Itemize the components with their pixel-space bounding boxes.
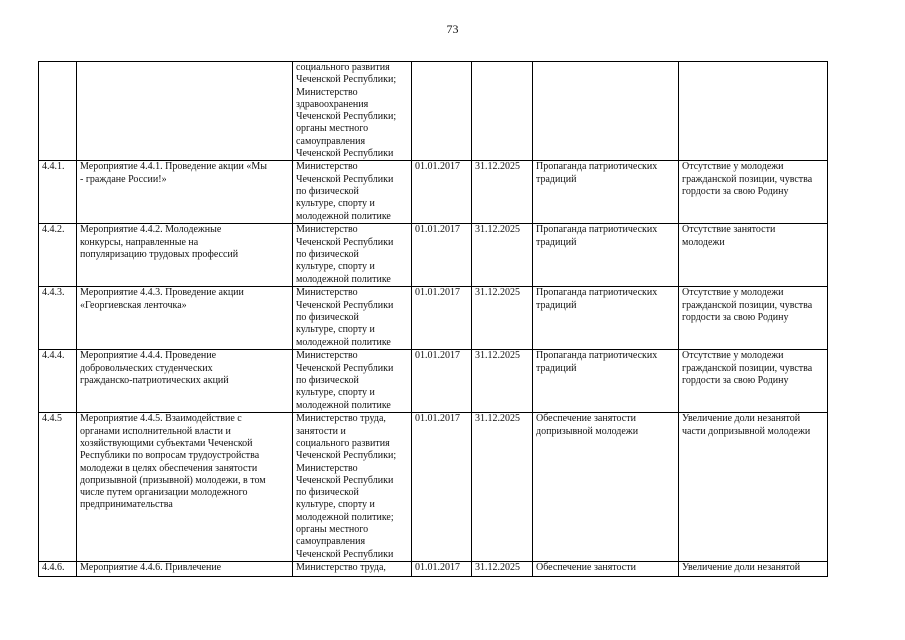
- consequences-cell: [679, 287, 828, 350]
- executor-cell: [293, 350, 412, 413]
- expected-result: Обеспечение занятости: [536, 561, 636, 573]
- table-row: [39, 161, 828, 224]
- activity-title: Мероприятие 4.4.1. Проведение акции «Мы - граждане России!»: [80, 161, 267, 185]
- row-number-cell: [39, 161, 77, 224]
- end-date-cell: [472, 350, 533, 413]
- expected-result: Обеспечение занятости допризывной молодежи: [536, 413, 639, 437]
- start-date-cell: [412, 413, 472, 562]
- end-date-cell: [472, 62, 533, 161]
- consequences: Увеличение доли незанятой: [682, 561, 801, 573]
- executor: Министерство Чеченской Республики по физической культуре, спорту и молодежной политике: [296, 287, 394, 348]
- table-row: [39, 350, 828, 413]
- expected-result-cell: [533, 224, 679, 287]
- start-date: 01.01.2017: [415, 161, 460, 173]
- activity-title: Мероприятие 4.4.2. Молодежные конкурсы, направленные на популяризацию трудовых профессий: [80, 224, 239, 260]
- executor: Министерство труда, занятости и социального развития Чеченской Республики; Министерство Чеченской Республики по физической культуре, спорту и молодежной политике; органы местного самоуправления Чеченской Республики: [296, 413, 397, 560]
- start-date: 01.01.2017: [415, 350, 460, 362]
- end-date: 31.12.2025: [475, 561, 520, 573]
- expected-result: Пропаганда патриотических традиций: [536, 161, 658, 185]
- consequences: Увеличение доли незанятой части допризывной молодежи: [682, 413, 811, 437]
- consequences-cell: [679, 161, 828, 224]
- start-date: 01.01.2017: [415, 561, 460, 573]
- consequences-cell: [679, 413, 828, 562]
- start-date-cell: [412, 287, 472, 350]
- activity-title: Мероприятие 4.4.3. Проведение акции «Георгиевская ленточка»: [80, 287, 244, 311]
- start-date-cell: [412, 224, 472, 287]
- expected-result-cell: [533, 350, 679, 413]
- activity-title-cell: [77, 62, 293, 161]
- end-date: 31.12.2025: [475, 413, 520, 425]
- consequences: Отсутствие у молодежи гражданской позиции, чувства гордости за свою Родину: [682, 350, 813, 386]
- activity-title: Мероприятие 4.4.5. Взаимодействие с органами исполнительной власти и хозяйствующими субъектами Чеченской Республики по вопросам трудоустройства молодежи в целях обеспечения занятости допризывной (призывной) молодежи, в том числе путем организации молодежного предпринимательства: [80, 413, 266, 511]
- end-date-cell: [472, 224, 533, 287]
- activities-table: [38, 61, 828, 577]
- activity-title-cell: [77, 561, 293, 576]
- end-date: 31.12.2025: [475, 287, 520, 299]
- expected-result-cell: [533, 561, 679, 576]
- consequences-cell: [679, 350, 828, 413]
- executor-cell: [293, 62, 412, 161]
- row-number-cell: [39, 224, 77, 287]
- consequences-cell: [679, 561, 828, 576]
- row-number: 4.4.2.: [42, 224, 65, 236]
- consequences-cell: [679, 62, 828, 161]
- executor: Министерство труда,: [296, 561, 386, 573]
- executor: социального развития Чеченской Республики; Министерство здравоохранения Чеченской Республики; органы местного самоуправления Чеченской Республики: [296, 62, 397, 160]
- start-date-cell: [412, 62, 472, 161]
- start-date: 01.01.2017: [415, 287, 460, 299]
- row-number: 4.4.4.: [42, 350, 65, 362]
- page-number: 73: [446, 22, 459, 36]
- end-date-cell: [472, 561, 533, 576]
- end-date-cell: [472, 287, 533, 350]
- end-date: 31.12.2025: [475, 161, 520, 173]
- table-row: [39, 287, 828, 350]
- executor: Министерство Чеченской Республики по физической культуре, спорту и молодежной политике: [296, 161, 394, 222]
- row-number-cell: [39, 561, 77, 576]
- executor: Министерство Чеченской Республики по физической культуре, спорту и молодежной политике: [296, 350, 394, 411]
- activity-title-cell: [77, 350, 293, 413]
- consequences-cell: [679, 224, 828, 287]
- executor: Министерство Чеченской Республики по физической культуре, спорту и молодежной политике: [296, 224, 394, 285]
- consequences: Отсутствие у молодежи гражданской позиции, чувства гордости за свою Родину: [682, 287, 813, 323]
- consequences: Отсутствие занятости молодежи: [682, 224, 776, 248]
- start-date: 01.01.2017: [415, 224, 460, 236]
- expected-result: Пропаганда патриотических традиций: [536, 224, 658, 248]
- executor-cell: [293, 161, 412, 224]
- activity-title-cell: [77, 287, 293, 350]
- expected-result: Пропаганда патриотических традиций: [536, 287, 658, 311]
- start-date-cell: [412, 350, 472, 413]
- row-number-cell: [39, 350, 77, 413]
- row-number-cell: [39, 62, 77, 161]
- consequences: Отсутствие у молодежи гражданской позиции, чувства гордости за свою Родину: [682, 161, 813, 197]
- activity-title: Мероприятие 4.4.6. Привлечение: [80, 561, 222, 573]
- table-row: [39, 62, 828, 161]
- row-number: 4.4.6.: [42, 561, 65, 573]
- activity-title-cell: [77, 161, 293, 224]
- row-number: 4.4.3.: [42, 287, 65, 299]
- start-date: 01.01.2017: [415, 413, 460, 425]
- table-row: [39, 561, 828, 576]
- end-date: 31.12.2025: [475, 224, 520, 236]
- table-row: [39, 413, 828, 562]
- executor-cell: [293, 287, 412, 350]
- expected-result-cell: [533, 161, 679, 224]
- row-number-cell: [39, 413, 77, 562]
- expected-result-cell: [533, 62, 679, 161]
- activity-title-cell: [77, 413, 293, 562]
- start-date-cell: [412, 561, 472, 576]
- expected-result-cell: [533, 413, 679, 562]
- end-date: 31.12.2025: [475, 350, 520, 362]
- activity-title: Мероприятие 4.4.4. Проведение добровольческих студенческих гражданско-патриотических акций: [80, 350, 229, 386]
- expected-result: Пропаганда патриотических традиций: [536, 350, 658, 374]
- executor-cell: [293, 224, 412, 287]
- end-date-cell: [472, 413, 533, 562]
- row-number: 4.4.5: [42, 413, 62, 425]
- activity-title-cell: [77, 224, 293, 287]
- expected-result-cell: [533, 287, 679, 350]
- executor-cell: [293, 561, 412, 576]
- row-number-cell: [39, 287, 77, 350]
- start-date-cell: [412, 161, 472, 224]
- row-number: 4.4.1.: [42, 161, 65, 173]
- end-date-cell: [472, 161, 533, 224]
- table-row: [39, 224, 828, 287]
- executor-cell: [293, 413, 412, 562]
